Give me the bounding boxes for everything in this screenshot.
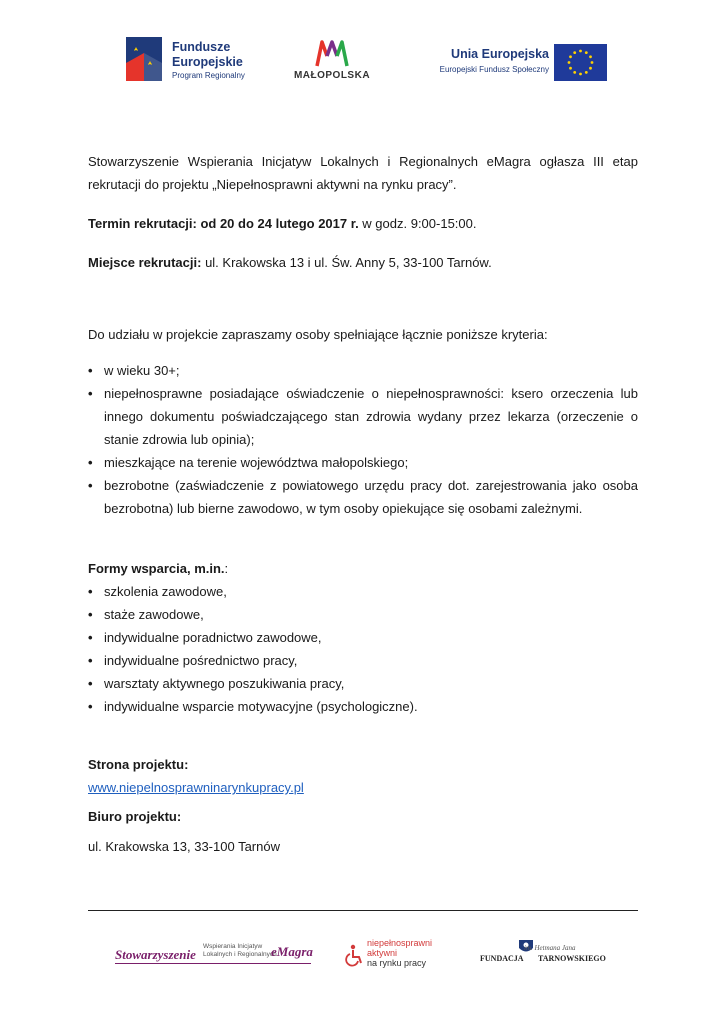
- fe-subtitle: Program Regionalny: [172, 71, 245, 80]
- fe-title-line1: Fundusze: [172, 40, 231, 54]
- fundacja-logo-subtitle: im. Hetmana Jana: [524, 944, 576, 952]
- ue-title: Unia Europejska: [451, 47, 549, 61]
- fundusze-europejskie-mark-icon: [122, 35, 166, 83]
- list-item: • niepełnosprawne posiadające oświadczenie o niepełnosprawności: ksero orzeczenia lub innego dokumentu poświadczającego stan zdrowia wydany przez lekarza (orzeczenie o stanie zdrowia lub opinia);: [88, 382, 638, 451]
- emagra-logo: [115, 930, 315, 980]
- document-body: [88, 150, 638, 858]
- fundacja-logo-word1: FUNDACJA: [480, 954, 524, 963]
- project-site-link[interactable]: www.niepelnosprawninarynkupracy.pl: [88, 780, 304, 795]
- project-site-row: [88, 776, 638, 799]
- list-item: • indywidualne poradnictwo zawodowe,: [88, 626, 638, 649]
- project-logo-line3: na rynku pracy: [367, 958, 427, 968]
- recruitment-place-label: Miejsce rekrutacji:: [88, 255, 202, 270]
- malopolska-name: MAŁOPOLSKA: [293, 70, 371, 81]
- support-heading: [88, 557, 638, 580]
- emagra-logo-underline: [115, 963, 311, 964]
- emagra-logo-brand: eMagra: [271, 944, 313, 959]
- unia-europejska-logo: [425, 44, 615, 84]
- emagra-logo-line2: Lokalnych i Regionalnych: [203, 951, 277, 958]
- criteria-intro: Do udziału w projekcie zapraszamy osoby spełniające łącznie poniższe kryteria:: [88, 327, 548, 342]
- project-site-label: Strona projektu:: [88, 757, 189, 772]
- project-logo-line2: aktywni: [367, 948, 398, 958]
- recruitment-date: [88, 212, 638, 235]
- malopolska-mark-icon: [314, 38, 350, 68]
- emagra-logo-name: Stowarzyszenie: [115, 947, 196, 962]
- intro-paragraph: Stowarzyszenie Wspierania Inicjatyw Lokalnych i Regionalnych eMagra ogłasza III etap rekrutacji do projektu „Niepełnosprawni aktywni na rynku pracy”.: [88, 154, 638, 192]
- fundacja-logo: [480, 930, 605, 980]
- support-heading-colon: :: [224, 561, 229, 576]
- list-item: • warsztaty aktywnego poszukiwania pracy,: [88, 672, 638, 695]
- ue-subtitle: Europejski Fundusz Społeczny: [439, 65, 549, 74]
- project-logo-line1: niepełnosprawni: [367, 938, 433, 948]
- emagra-logo-line1: Wspierania Inicjatyw: [203, 943, 263, 950]
- list-item: • szkolenia zawodowe,: [88, 580, 638, 603]
- eu-flag-icon: [554, 44, 607, 81]
- list-item: • w wieku 30+;: [88, 359, 638, 382]
- support-heading-label: Formy wsparcia, m.in.: [88, 561, 225, 576]
- list-item: • indywidualne pośrednictwo pracy,: [88, 649, 638, 672]
- fundacja-logo-word2: TARNOWSKIEGO: [538, 954, 606, 963]
- list-item: • indywidualne wsparcie motywacyjne (psychologiczne).: [88, 695, 638, 718]
- fe-title-line2: Europejskie: [172, 55, 243, 69]
- wheelchair-icon: [345, 944, 365, 968]
- support-list: [88, 580, 638, 718]
- fundusze-europejskie-logo: [122, 35, 262, 87]
- list-item: • mieszkające na terenie województwa małopolskiego;: [88, 451, 638, 474]
- recruitment-date-label: Termin rekrutacji: od 20 do 24 lutego 2017 r.: [88, 216, 359, 231]
- footer-divider: [88, 910, 638, 911]
- recruitment-date-hours: w godz. 9:00-15:00.: [358, 216, 477, 231]
- list-item: • bezrobotne (zaświadczenie z powiatowego urzędu pracy dot. zarejestrowania jako osoba bezrobotna) lub bierne zawodowo, w tym osoby opiekujące się osobami zależnymi.: [88, 474, 638, 520]
- malopolska-logo: [290, 38, 374, 88]
- project-office-label: Biuro projektu:: [88, 809, 182, 824]
- recruitment-place: [88, 251, 638, 274]
- criteria-list: [88, 359, 638, 520]
- list-item: • staże zawodowe,: [88, 603, 638, 626]
- project-office-address: ul. Krakowska 13, 33-100 Tarnów: [88, 839, 280, 854]
- recruitment-place-address: ul. Krakowska 13 i ul. Św. Anny 5, 33-100 Tarnów.: [201, 255, 492, 270]
- project-logo: [345, 930, 445, 980]
